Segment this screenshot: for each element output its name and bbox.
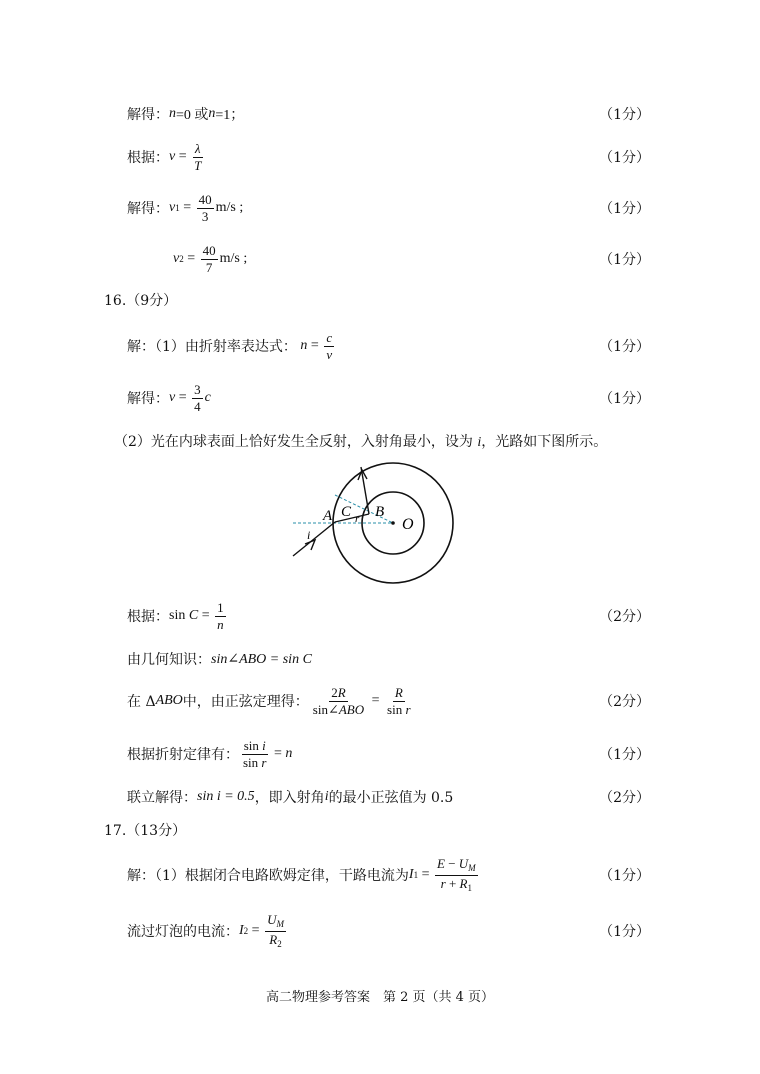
line-prefix: 根据折射定律有： bbox=[127, 747, 239, 763]
formula-v-lambda-over-t: v = $\frac{\lambda}{T}$ bbox=[169, 140, 202, 173]
line-prefix: 根据： bbox=[127, 150, 169, 166]
label-r: r bbox=[355, 513, 360, 525]
score-label: （1分） bbox=[599, 150, 650, 166]
score-label: （1分） bbox=[599, 924, 650, 940]
part-2-statement bbox=[114, 431, 607, 451]
formula-sini-0-5: sin i = 0.5 bbox=[197, 789, 255, 804]
score-label: （2分） bbox=[599, 694, 650, 710]
question-16-heading: 16.（9分） bbox=[104, 293, 178, 309]
score-label: （1分） bbox=[599, 391, 650, 407]
formula-sini-over-sinr: $\frac{\text{sin i}}{\text{sin r}}$ = n bbox=[243, 737, 293, 770]
formula-i1: I 1 = $\frac{E - U_M}{r + R_1}$ bbox=[408, 856, 476, 893]
score-label: （2分） bbox=[599, 609, 650, 625]
label-a: A bbox=[323, 508, 333, 524]
incident-ray bbox=[293, 522, 335, 556]
unit-text: m/s ; bbox=[219, 251, 248, 266]
label-b: B bbox=[375, 504, 385, 520]
score-label: （1分） bbox=[599, 747, 650, 763]
score-label: （2分） bbox=[599, 790, 650, 806]
statement-text: （2）光在内球表面上恰好发生全反射，入射角最小，设为 bbox=[114, 434, 478, 450]
statement-i: i bbox=[477, 435, 482, 450]
center-point bbox=[391, 521, 395, 525]
line-prefix: 在 Δ ABO 中，由正弦定理得： bbox=[127, 693, 309, 710]
line-prefix: 解得： bbox=[127, 391, 169, 407]
formula-v2: v 2 = $\frac{40}{7}$ m/s ; bbox=[173, 242, 248, 275]
line-prefix: 流过灯泡的电流： bbox=[127, 924, 239, 940]
score-label: （1分） bbox=[599, 339, 650, 355]
score-label: （1分） bbox=[599, 252, 650, 268]
line-prefix: 联立解得： bbox=[127, 790, 197, 806]
formula-v-3-4-c: v = $\frac{3}{4}$ c bbox=[169, 381, 211, 414]
line-prefix: 解：（1）根据闭合电路欧姆定律，干路电流为 bbox=[127, 868, 409, 884]
score-label: （1分） bbox=[599, 107, 650, 123]
formula-n-values: n =0 或 n =1； bbox=[169, 106, 245, 123]
formula-v1: v 1 = $\frac{40}{3}$ m/s ; bbox=[169, 191, 244, 224]
formula-sin-abo: sin∠ABO = sin C bbox=[211, 651, 312, 667]
line-prefix: 由几何知识： bbox=[127, 652, 211, 668]
line-prefix: 解得： bbox=[127, 201, 169, 217]
line-prefix: 根据： bbox=[127, 609, 169, 625]
line-prefix: 解：（1）由折射率表达式： bbox=[127, 339, 297, 355]
label-c: C bbox=[341, 504, 352, 520]
label-i: i bbox=[307, 528, 311, 542]
formula-i2: I 2 = $\frac{U_M}{R_2}$ bbox=[239, 912, 284, 949]
answer-i: i bbox=[324, 789, 329, 804]
line-prefix: 解得： bbox=[127, 107, 169, 123]
question-17-heading: 17.（13分） bbox=[104, 823, 187, 839]
unit-text: m/s ; bbox=[215, 200, 244, 215]
answer-text: 的最小正弦值为 0.5 bbox=[328, 790, 454, 806]
statement-text: ，光路如下图所示。 bbox=[481, 434, 608, 450]
formula-sine-law: $\frac{2R}{\text{sin∠ABO}}$ = $\frac{R}{\text{sin r}}$ bbox=[312, 684, 411, 717]
label-o: O bbox=[402, 516, 414, 533]
score-label: （1分） bbox=[599, 201, 650, 217]
answer-text: ，即入射角 bbox=[254, 790, 325, 806]
optics-diagram bbox=[285, 458, 485, 588]
formula-sinc-1-over-n: sin C = $\frac{1}{n}$ bbox=[169, 599, 224, 632]
score-label: （1分） bbox=[599, 868, 650, 884]
formula-n-c-over-v: n = $\frac{c}{v}$ bbox=[296, 329, 333, 362]
page-footer: 高二物理参考答案 第 2 页（共 4 页） bbox=[265, 990, 495, 1005]
